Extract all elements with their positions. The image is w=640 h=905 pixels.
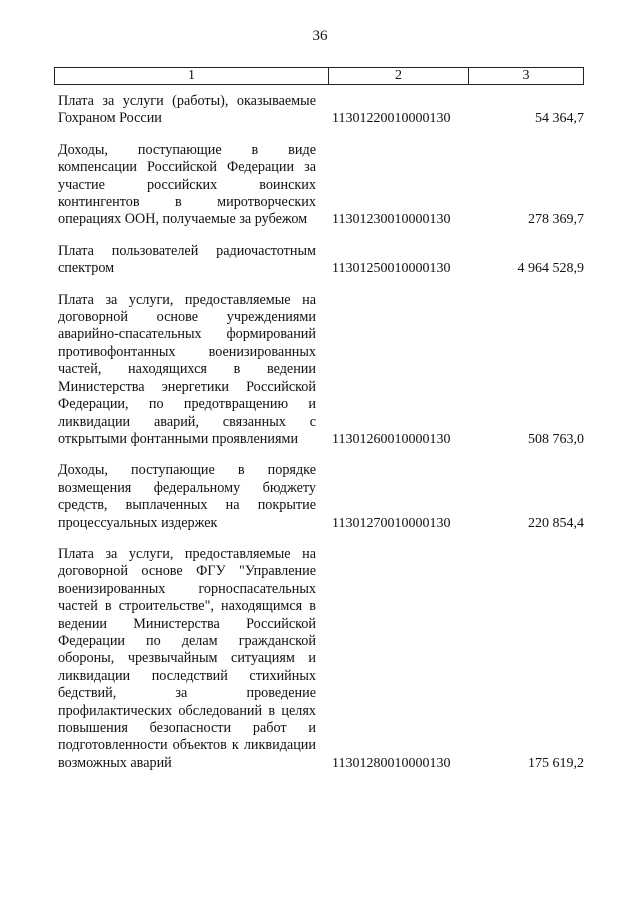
- table-body: [58, 93, 584, 786]
- table-row: [58, 142, 584, 229]
- row-amount: 220 854,4: [528, 515, 584, 531]
- table-row: [58, 462, 584, 532]
- row-name: Плата за услуги, предоставляемые на договорной основе учреждениями аварийно-спасательных формирований противофонтанных военизированных частей, находящихся в ведении Министерства энергетики Российской Федерации, по предотвращению и ликвидации аварий, связанных с открытыми фонтанными проявлениями: [58, 291, 316, 447]
- row-code: 11301260010000130: [332, 431, 451, 447]
- row-name: Плата пользователей радиочастотным спектром: [58, 242, 316, 277]
- table-row: [58, 546, 584, 772]
- row-amount: 175 619,2: [528, 755, 584, 771]
- row-code: 11301230010000130: [332, 212, 451, 228]
- row-code: 11301250010000130: [332, 261, 451, 277]
- row-amount: 508 763,0: [528, 431, 584, 447]
- table-row: [58, 292, 584, 449]
- row-amount: 278 369,7: [528, 212, 584, 228]
- header-col-2: 2: [329, 68, 469, 84]
- row-name: Доходы, поступающие в виде компенсации Российской Федерации за участие российских воинских контингентов в миротворческих операциях ООН, получаемые за рубежом: [58, 141, 316, 228]
- header-col-1: 1: [55, 68, 329, 84]
- table-header: [54, 67, 584, 85]
- row-name: Плата за услуги, предоставляемые на договорной основе ФГУ "Управление военизированных горноспасательных частей в строительстве", находящимся в ведении Министерства Российской Федерации по делам гражданской обороны, чрезвычайным ситуациям и ликвидации последствий стихийных бедствий, за проведение профилактических обследований в целях повышения безопасности работ и подготовленности объектов к ликвидации возможных аварий: [58, 545, 316, 771]
- page-number: 36: [312, 28, 328, 44]
- row-name: Плата за услуги (работы), оказываемые Гохраном России: [58, 93, 316, 127]
- row-code: 11301220010000130: [332, 111, 451, 127]
- row-amount: 4 964 528,9: [517, 261, 584, 277]
- row-name: Доходы, поступающие в порядке возмещения федеральному бюджету средств, выплаченных на покрытие процессуальных издержек: [58, 462, 316, 531]
- row-code: 11301280010000130: [332, 755, 451, 771]
- row-amount: 54 364,7: [535, 111, 584, 127]
- table-row: [58, 93, 584, 128]
- row-code: 11301270010000130: [332, 515, 451, 531]
- header-col-3: 3: [522, 68, 530, 83]
- table-row: [58, 243, 584, 278]
